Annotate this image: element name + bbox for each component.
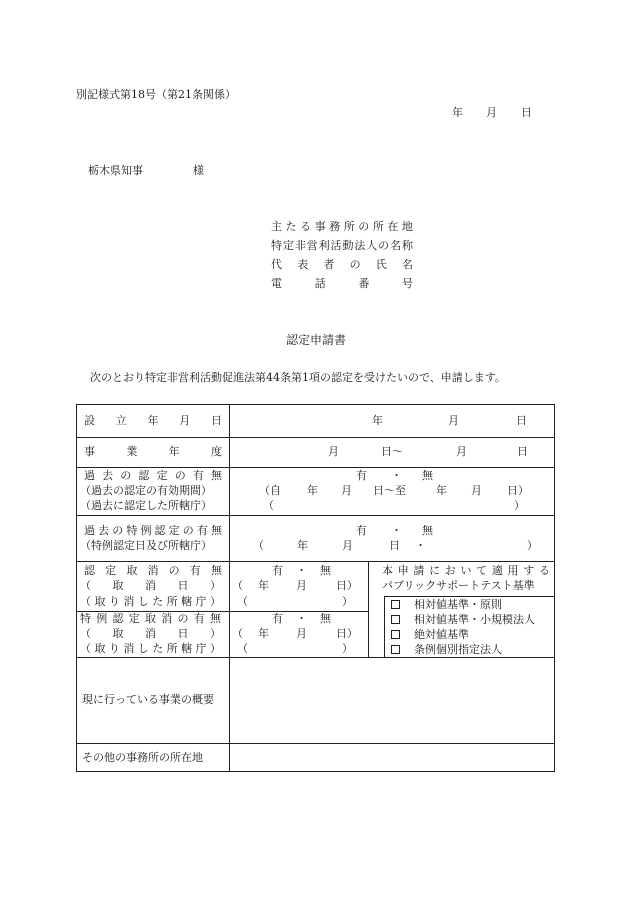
- pst-option-label: 絶対値基準: [414, 628, 469, 641]
- special-revoke-date-year: 年: [258, 627, 269, 640]
- past-cert-label: 過 去 の 認 定 の 有 無: [84, 469, 222, 482]
- activities-label: 現に行っている事業の概要: [82, 693, 214, 706]
- past-cert-office-label: （過去に認定した所轄庁）: [80, 499, 212, 512]
- past-cert-period-from: （自: [259, 484, 281, 497]
- pst-option-label: 条例個別指定法人: [414, 643, 502, 656]
- fiscal-end-month: 月: [456, 445, 467, 458]
- checkbox-icon[interactable]: [391, 645, 400, 654]
- form-number: 別記様式第18号（第21条関係）: [76, 88, 236, 101]
- pst-option-relative-small[interactable]: [391, 613, 535, 627]
- fiscal-end-day: 日: [517, 445, 528, 458]
- past-cert-period-year2: 年: [436, 484, 447, 497]
- activities-field[interactable]: [230, 658, 555, 742]
- revoke-date-label: （ 取 消 日 ）: [80, 579, 221, 592]
- special-revoke-no: 無: [320, 612, 331, 625]
- revoke-no: 無: [320, 564, 331, 577]
- special-revoke-office-label: （ 取 り 消 し た 所 轄 庁 ）: [80, 642, 221, 655]
- past-cert-office-open: （: [263, 499, 274, 512]
- established-month: 月: [448, 414, 459, 427]
- established-year: 年: [372, 414, 383, 427]
- special-revoke-dot: ・: [296, 612, 307, 625]
- past-special-open: （: [253, 539, 264, 552]
- past-cert-period-month: 月: [341, 484, 352, 497]
- past-special-year: 年: [297, 539, 308, 552]
- application-table: [76, 404, 555, 772]
- fiscal-start-month: 月: [328, 445, 339, 458]
- past-special-month: 月: [342, 539, 353, 552]
- pst-option-relative-principle[interactable]: [391, 598, 502, 612]
- past-cert-dot: ・: [391, 469, 402, 482]
- pst-option-absolute[interactable]: [391, 628, 469, 642]
- corporation-name-label: 特 定 非 営 利 活 動 法 人 の 名 称: [271, 239, 413, 252]
- pst-option-label: 相対値基準・小規模法人: [414, 613, 535, 626]
- office-address-label: 主 た る 事 務 所 の 所 在 地: [271, 220, 413, 233]
- fiscal-start-day: 日〜: [381, 445, 403, 458]
- revoke-date-day: 日）: [336, 579, 358, 592]
- past-cert-period-month2: 月: [471, 484, 482, 497]
- pst-heading-2: パブリックサポートテスト基準: [382, 579, 535, 592]
- checkbox-icon[interactable]: [391, 615, 400, 624]
- special-revoke-label: 特 例 認 定 取 消 の 有 無: [80, 612, 221, 625]
- special-revoke-date-day: 日）: [336, 627, 358, 640]
- date-year: 年: [452, 106, 463, 119]
- past-special-dot2: ・: [415, 539, 426, 552]
- past-special-no: 無: [422, 524, 433, 537]
- revoke-office-close: ）: [342, 595, 353, 608]
- date-day: 日: [521, 106, 532, 119]
- revoke-date-month: 月: [296, 579, 307, 592]
- special-revoke-office-open: （: [237, 642, 248, 655]
- established-label: 設 立 年 月 日: [84, 414, 222, 427]
- past-cert-office-close: ）: [514, 499, 525, 512]
- fiscal-year-label: 事 業 年 度: [84, 445, 222, 458]
- past-special-sub-label: （特例認定日及び所轄庁）: [80, 539, 212, 552]
- past-cert-period-label: （過去の認定の有効期間）: [80, 484, 212, 497]
- revoke-date-year: 年: [258, 579, 269, 592]
- revoke-label: 認 定 取 消 の 有 無: [84, 564, 222, 577]
- past-special-day: 日: [389, 539, 400, 552]
- special-revoke-date-open: （: [232, 627, 243, 640]
- special-revoke-yes: 有: [272, 612, 283, 625]
- pst-heading-1: 本 申 請 に お い て 適 用 す る: [382, 564, 550, 577]
- phone-number-label: 電 話 番 号: [271, 277, 413, 290]
- revoke-date-open: （: [232, 579, 243, 592]
- past-special-label: 過 去 の 特 例 認 定 の 有 無: [84, 524, 222, 537]
- past-cert-period-year: 年: [307, 484, 318, 497]
- checkbox-icon[interactable]: [391, 630, 400, 639]
- special-revoke-office-close: ）: [342, 642, 353, 655]
- pst-option-ordinance[interactable]: [391, 643, 502, 657]
- special-revoke-date-month: 月: [296, 627, 307, 640]
- revoke-office-open: （: [237, 595, 248, 608]
- revoke-dot: ・: [296, 564, 307, 577]
- application-statement: 次のとおり特定非営利活動促進法第44条第1項の認定を受けたいので、申請します。: [90, 371, 506, 384]
- past-cert-no: 無: [422, 469, 433, 482]
- checkbox-icon[interactable]: [391, 600, 400, 609]
- revoke-office-label: （ 取 り 消 し た 所 轄 庁 ）: [80, 595, 221, 608]
- special-revoke-date-label: （ 取 消 日 ）: [80, 627, 221, 640]
- date-month: 月: [486, 106, 497, 119]
- pst-option-label: 相対値基準・原則: [414, 598, 502, 611]
- past-cert-period-day-to: 日〜至: [373, 484, 406, 497]
- document-title: 認定申請書: [286, 333, 347, 347]
- past-special-yes: 有: [356, 524, 367, 537]
- revoke-yes: 有: [272, 564, 283, 577]
- past-cert-period-day2: 日）: [507, 484, 529, 497]
- established-day: 日: [516, 414, 527, 427]
- past-cert-yes: 有: [356, 469, 367, 482]
- addressee-name: 栃木県知事: [88, 164, 143, 177]
- past-special-close: ）: [527, 539, 538, 552]
- past-special-dot: ・: [391, 524, 402, 537]
- representative-name-label: 代 表 者 の 氏 名: [271, 258, 413, 271]
- other-office-label: その他の事務所の所在地: [82, 751, 203, 764]
- addressee-honorific: 様: [193, 164, 204, 177]
- other-office-field[interactable]: [230, 744, 555, 772]
